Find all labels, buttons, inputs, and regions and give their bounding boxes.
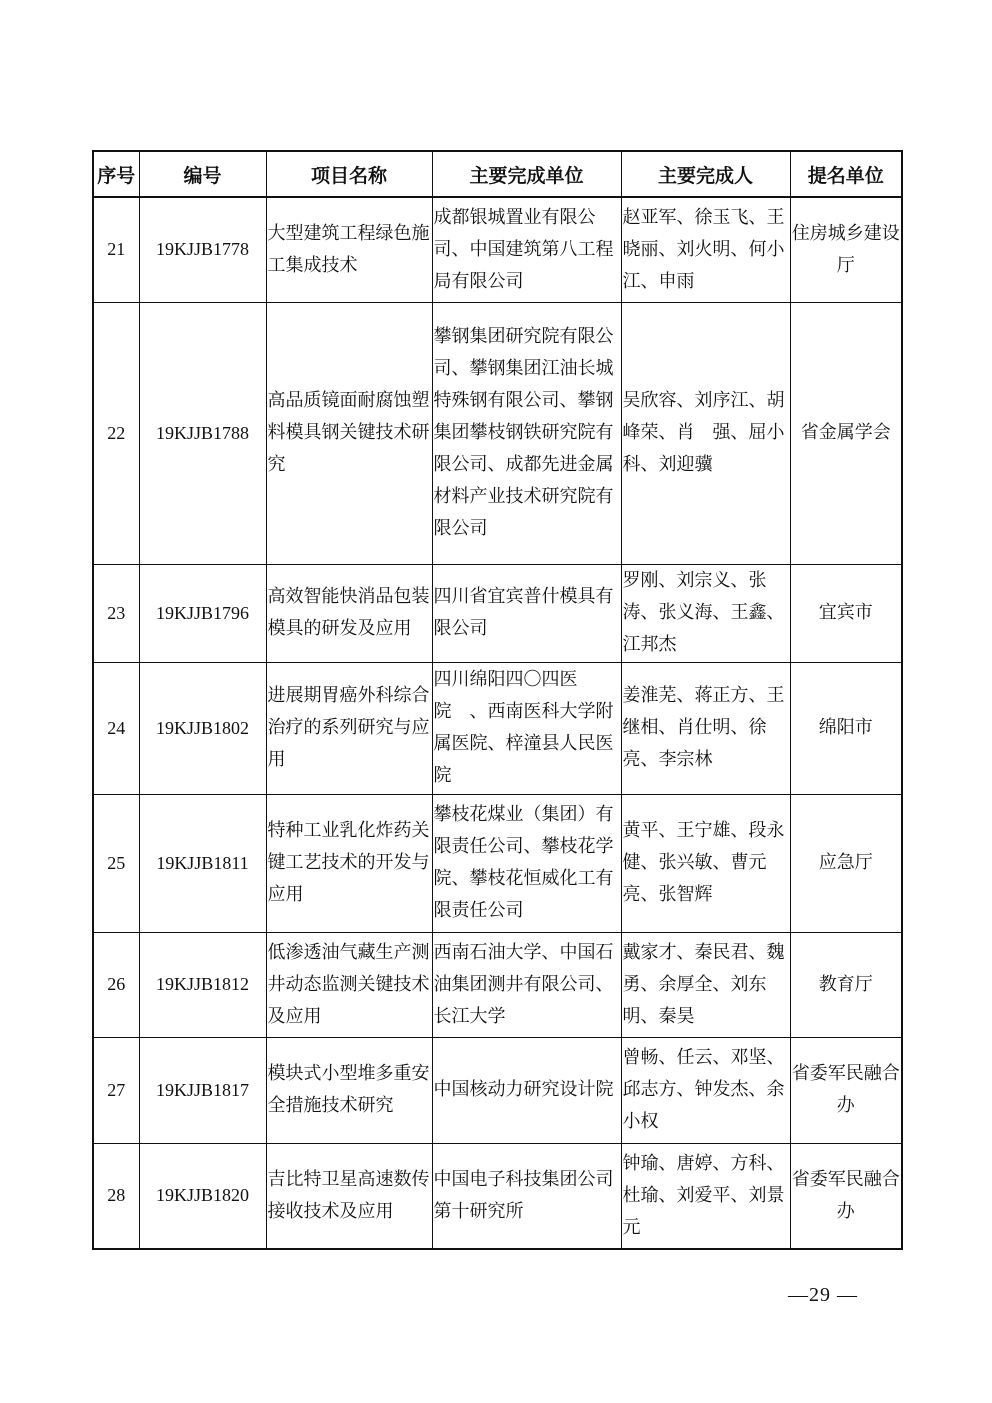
row-serial: 26 [93, 932, 139, 1037]
table-row [93, 302, 902, 564]
row-code: 19KJJB1778 [139, 197, 266, 302]
row-serial: 23 [93, 564, 139, 662]
row-people: 曾畅、任云、邓坚、邱志方、钟发杰、余小权 [621, 1037, 790, 1143]
row-people: 赵亚军、徐玉飞、王晓丽、刘火明、何小江、申雨 [621, 197, 790, 302]
row-people: 钟瑜、唐婷、方科、杜瑜、刘爱平、刘景元 [621, 1143, 790, 1249]
header-project: 项目名称 [266, 151, 432, 197]
row-people: 黄平、王宁雄、段永健、张兴敏、曹元亮、张智辉 [621, 794, 790, 932]
row-serial: 28 [93, 1143, 139, 1249]
row-code: 19KJJB1802 [139, 662, 266, 794]
row-units: 西南石油大学、中国石油集团测井有限公司、长江大学 [432, 932, 621, 1037]
row-code: 19KJJB1796 [139, 564, 266, 662]
row-serial: 21 [93, 197, 139, 302]
row-people: 罗刚、刘宗义、张涛、张义海、王鑫、江邦杰 [621, 564, 790, 662]
row-nominator: 宜宾市 [790, 564, 902, 662]
table-row [93, 1143, 902, 1249]
row-people: 姜淮芜、蒋正方、王继相、肖仕明、徐亮、李宗林 [621, 662, 790, 794]
header-nominator: 提名单位 [790, 151, 902, 197]
table-row [93, 197, 902, 302]
header-people: 主要完成人 [621, 151, 790, 197]
page-number: —29 — [788, 1284, 858, 1306]
table-row [93, 662, 902, 794]
row-serial: 27 [93, 1037, 139, 1143]
row-code: 19KJJB1812 [139, 932, 266, 1037]
row-project: 模块式小型堆多重安全措施技术研究 [266, 1037, 432, 1143]
row-code: 19KJJB1788 [139, 302, 266, 564]
table-row [93, 564, 902, 662]
header-serial: 序号 [93, 151, 139, 197]
row-serial: 25 [93, 794, 139, 932]
row-code: 19KJJB1820 [139, 1143, 266, 1249]
table-row [93, 1037, 902, 1143]
award-table [92, 150, 903, 1250]
row-project: 吉比特卫星高速数传接收技术及应用 [266, 1143, 432, 1249]
header-code: 编号 [139, 151, 266, 197]
row-nominator: 省委军民融合办 [790, 1143, 902, 1249]
row-people: 戴家才、秦民君、魏勇、余厚全、刘东明、秦昊 [621, 932, 790, 1037]
row-project: 高品质镜面耐腐蚀塑料模具钢关键技术研究 [266, 302, 432, 564]
table-row [93, 794, 902, 932]
row-units: 成都银城置业有限公司、中国建筑第八工程局有限公司 [432, 197, 621, 302]
row-project: 低渗透油气藏生产测井动态监测关键技术及应用 [266, 932, 432, 1037]
table-header-row [93, 151, 902, 197]
row-serial: 24 [93, 662, 139, 794]
row-units: 攀枝花煤业（集团）有限责任公司、攀枝花学院、攀枝花恒威化工有限责任公司 [432, 794, 621, 932]
row-people: 吴欣容、刘序江、胡峰荣、肖 强、屈小科、刘迎骥 [621, 302, 790, 564]
table-row [93, 932, 902, 1037]
row-serial: 22 [93, 302, 139, 564]
row-project: 高效智能快消品包装模具的研发及应用 [266, 564, 432, 662]
row-project: 大型建筑工程绿色施工集成技术 [266, 197, 432, 302]
header-units: 主要完成单位 [432, 151, 621, 197]
row-code: 19KJJB1817 [139, 1037, 266, 1143]
row-project: 进展期胃癌外科综合治疗的系列研究与应用 [266, 662, 432, 794]
row-units: 四川绵阳四〇四医院 、西南医科大学附属医院、梓潼县人民医院 [432, 662, 621, 794]
row-nominator: 省委军民融合办 [790, 1037, 902, 1143]
row-units: 中国电子科技集团公司第十研究所 [432, 1143, 621, 1249]
row-code: 19KJJB1811 [139, 794, 266, 932]
row-nominator: 住房城乡建设厅 [790, 197, 902, 302]
row-units: 中国核动力研究设计院 [432, 1037, 621, 1143]
row-nominator: 教育厅 [790, 932, 902, 1037]
row-units: 四川省宜宾普什模具有限公司 [432, 564, 621, 662]
row-project: 特种工业乳化炸药关键工艺技术的开发与应用 [266, 794, 432, 932]
row-nominator: 省金属学会 [790, 302, 902, 564]
row-nominator: 绵阳市 [790, 662, 902, 794]
row-nominator: 应急厅 [790, 794, 902, 932]
row-units: 攀钢集团研究院有限公司、攀钢集团江油长城特殊钢有限公司、攀钢集团攀枝钢铁研究院有限公司、成都先进金属材料产业技术研究院有限公司 [432, 302, 621, 564]
